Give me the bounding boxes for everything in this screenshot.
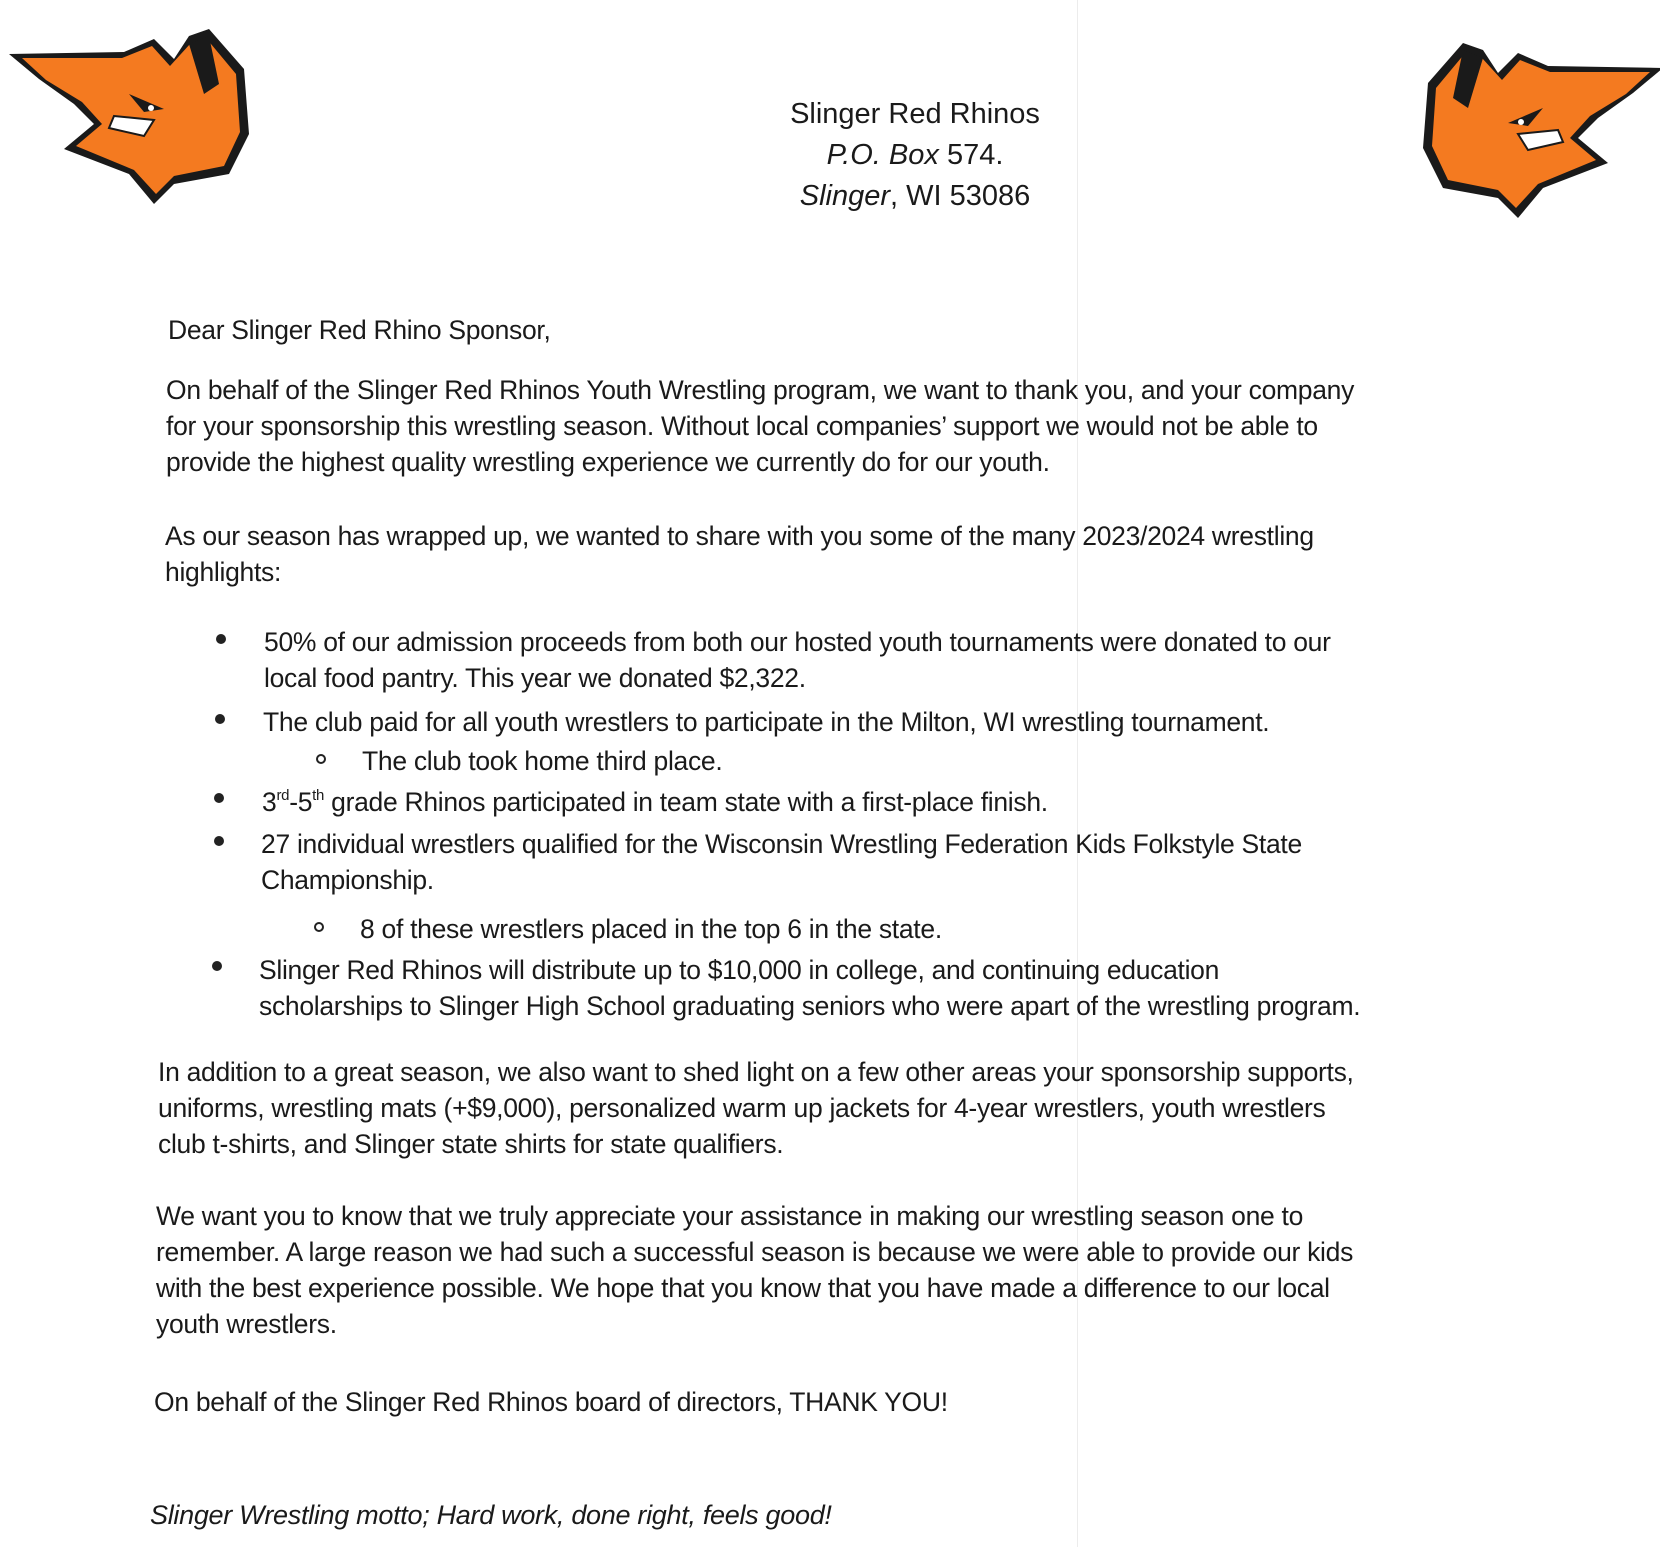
bullet-icon (212, 961, 222, 971)
bullet-icon (214, 836, 224, 846)
intro-paragraph: On behalf of the Slinger Red Rhinos Youth Wrestling program, we want to thank you, and your company for your sponsorship this wrestling season. Without local companies’ support we would not be able to provide the highest quality wrestling experience we currently do for our youth. (166, 375, 1355, 477)
highlight-item-2: The club paid for all youth wrestlers to participate in the Milton, WI wrestling tournament. (263, 707, 1270, 737)
appreciation-paragraph: We want you to know that we truly appreciate your assistance in making our wrestling season one to remember. A large reason we had such a successful season is because we were able to provide our kids with the best experience possible. We hope that you know that you have made a difference to our local youth wrestlers. (156, 1201, 1354, 1339)
salutation: Dear Slinger Red Rhino Sponsor, (168, 315, 551, 345)
city-state-zip: Slinger, WI 53086 (799, 180, 1031, 212)
sub-bullet-icon (314, 922, 324, 932)
po-box: P.O. Box 574. (826, 139, 1004, 171)
bullet-icon (216, 634, 226, 644)
highlight-item-3: 3rd-5th grade Rhinos participated in team state with a first-place finish. (262, 787, 1048, 817)
motto: Slinger Wrestling motto; Hard work, done right, feels good! (150, 1500, 832, 1530)
bullet-icon (215, 714, 225, 724)
highlight-subitem-2: The club took home third place. (362, 746, 723, 776)
closing-line: On behalf of the Slinger Red Rhinos board of directors, THANK YOU! (154, 1387, 948, 1417)
support-paragraph: In addition to a great season, we also want to shed light on a few other areas your sponsorship supports, uniforms, wrestling mats (+$9,000), personalized warm up jackets for 4-year wrestlers, youth wrestlers club t-shirts, and Slinger state shirts for state qualifiers. (158, 1057, 1354, 1159)
highlights-intro-paragraph: As our season has wrapped up, we wanted to share with you some of the many 2023/2024 wrestling highlights: (165, 521, 1314, 587)
highlight-item-1: 50% of our admission proceeds from both our hosted youth tournaments were donated to our local food pantry. This year we donated $2,322. (264, 627, 1331, 693)
highlight-item-5: Slinger Red Rhinos will distribute up to $10,000 in college, and continuing education scholarships to Slinger High School graduating seniors who were apart of the wrestling program. (259, 955, 1361, 1021)
letterhead (0, 94, 1660, 217)
highlight-subitem-4: 8 of these wrestlers placed in the top 6 in the state. (360, 914, 942, 944)
bullet-icon (214, 793, 224, 803)
sub-bullet-icon (316, 754, 326, 764)
highlight-item-4: 27 individual wrestlers qualified for the Wisconsin Wrestling Federation Kids Folkstyle State Championship. (261, 829, 1302, 895)
org-name: Slinger Red Rhinos (790, 98, 1040, 130)
